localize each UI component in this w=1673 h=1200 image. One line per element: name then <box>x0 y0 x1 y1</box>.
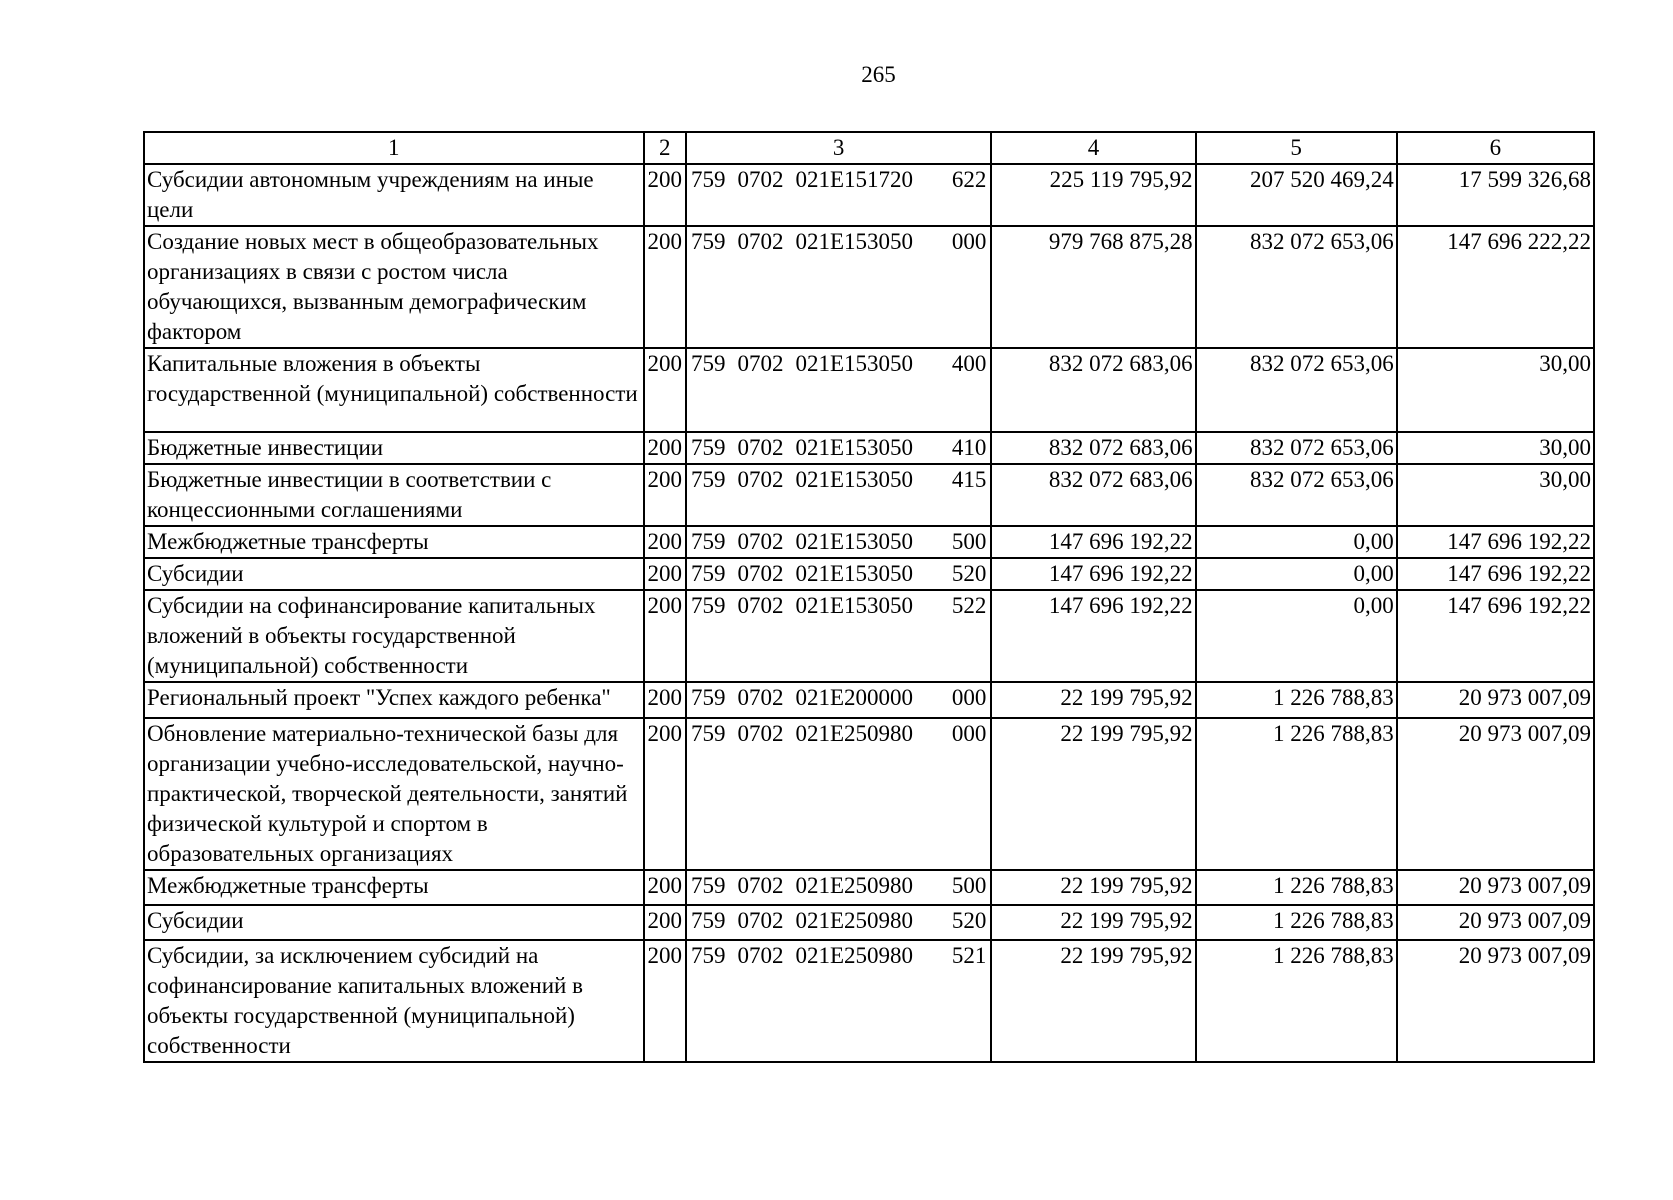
row-code: 200 <box>644 870 686 905</box>
table-row <box>144 226 1594 348</box>
row-section: 0702 <box>737 593 784 618</box>
row-value-5: 0,00 <box>1196 558 1397 590</box>
row-value-6: 30,00 <box>1397 432 1594 464</box>
row-classification <box>686 905 991 940</box>
row-name: Капитальные вложения в объекты государственной (муниципальной) собственности <box>144 348 644 432</box>
row-classification <box>686 164 991 226</box>
row-dept: 759 <box>690 435 726 460</box>
row-value-5: 832 072 653,06 <box>1196 348 1397 432</box>
row-value-5: 0,00 <box>1196 590 1397 682</box>
row-dept: 759 <box>690 351 726 376</box>
row-type: 400 <box>951 351 987 376</box>
row-section: 0702 <box>737 435 784 460</box>
row-value-4: 832 072 683,06 <box>991 464 1195 526</box>
table-row <box>144 432 1594 464</box>
budget-table <box>143 131 1595 1063</box>
row-dept: 759 <box>690 529 726 554</box>
row-dept: 759 <box>690 943 726 968</box>
row-section: 0702 <box>737 167 784 192</box>
row-target: 021E153050 <box>795 229 914 254</box>
row-value-4: 22 199 795,92 <box>991 718 1195 870</box>
row-dept: 759 <box>690 593 726 618</box>
row-value-4: 225 119 795,92 <box>991 164 1195 226</box>
table-row <box>144 870 1594 905</box>
row-section: 0702 <box>737 943 784 968</box>
row-type: 000 <box>951 721 987 746</box>
row-type: 000 <box>951 685 987 710</box>
table-body <box>144 164 1594 1062</box>
row-code: 200 <box>644 348 686 432</box>
row-dept: 759 <box>690 721 726 746</box>
row-target: 021E153050 <box>795 561 914 586</box>
row-code: 200 <box>644 432 686 464</box>
row-value-6: 147 696 222,22 <box>1397 226 1594 348</box>
row-target: 021E250980 <box>795 908 914 933</box>
header-cell: 6 <box>1397 132 1594 164</box>
table-row <box>144 526 1594 558</box>
row-value-6: 30,00 <box>1397 464 1594 526</box>
row-name: Межбюджетные трансферты <box>144 526 644 558</box>
row-value-6: 20 973 007,09 <box>1397 870 1594 905</box>
row-dept: 759 <box>690 167 726 192</box>
row-value-6: 20 973 007,09 <box>1397 682 1594 718</box>
header-cell: 3 <box>686 132 991 164</box>
row-dept: 759 <box>690 561 726 586</box>
row-value-5: 1 226 788,83 <box>1196 870 1397 905</box>
row-type: 410 <box>951 435 987 460</box>
row-code: 200 <box>644 526 686 558</box>
row-value-5: 832 072 653,06 <box>1196 432 1397 464</box>
row-value-4: 147 696 192,22 <box>991 590 1195 682</box>
row-value-4: 22 199 795,92 <box>991 682 1195 718</box>
table-row <box>144 590 1594 682</box>
row-code: 200 <box>644 164 686 226</box>
row-value-5: 1 226 788,83 <box>1196 905 1397 940</box>
row-target: 021E153050 <box>795 351 914 376</box>
row-name: Бюджетные инвестиции в соответствии с концессионными соглашениями <box>144 464 644 526</box>
row-dept: 759 <box>690 229 726 254</box>
row-type: 500 <box>951 873 987 898</box>
row-value-6: 147 696 192,22 <box>1397 558 1594 590</box>
row-name: Бюджетные инвестиции <box>144 432 644 464</box>
row-type: 000 <box>951 229 987 254</box>
row-value-5: 1 226 788,83 <box>1196 682 1397 718</box>
row-value-5: 832 072 653,06 <box>1196 464 1397 526</box>
row-classification <box>686 558 991 590</box>
row-code: 200 <box>644 905 686 940</box>
header-cell: 5 <box>1196 132 1397 164</box>
row-target: 021E153050 <box>795 467 914 492</box>
row-classification <box>686 870 991 905</box>
row-code: 200 <box>644 718 686 870</box>
row-value-5: 832 072 653,06 <box>1196 226 1397 348</box>
row-value-4: 22 199 795,92 <box>991 870 1195 905</box>
row-value-5: 0,00 <box>1196 526 1397 558</box>
table-row <box>144 464 1594 526</box>
row-target: 021E250980 <box>795 721 914 746</box>
row-target: 021E153050 <box>795 435 914 460</box>
row-classification <box>686 718 991 870</box>
table-row <box>144 718 1594 870</box>
row-classification <box>686 590 991 682</box>
row-value-5: 207 520 469,24 <box>1196 164 1397 226</box>
row-section: 0702 <box>737 467 784 492</box>
header-cell: 2 <box>644 132 686 164</box>
row-value-4: 832 072 683,06 <box>991 432 1195 464</box>
row-code: 200 <box>644 558 686 590</box>
row-section: 0702 <box>737 873 784 898</box>
row-target: 021E153050 <box>795 593 914 618</box>
row-target: 021E153050 <box>795 529 914 554</box>
row-value-6: 17 599 326,68 <box>1397 164 1594 226</box>
row-name: Субсидии, за исключением субсидий на софинансирование капитальных вложений в объекты государственной (муниципальной) собственности <box>144 940 644 1062</box>
row-section: 0702 <box>737 351 784 376</box>
row-section: 0702 <box>737 561 784 586</box>
row-dept: 759 <box>690 685 726 710</box>
row-value-6: 20 973 007,09 <box>1397 718 1594 870</box>
row-name: Региональный проект "Успех каждого ребенка" <box>144 682 644 718</box>
row-code: 200 <box>644 940 686 1062</box>
row-section: 0702 <box>737 229 784 254</box>
row-value-4: 832 072 683,06 <box>991 348 1195 432</box>
row-section: 0702 <box>737 721 784 746</box>
row-code: 200 <box>644 464 686 526</box>
row-value-6: 20 973 007,09 <box>1397 940 1594 1062</box>
header-cell: 4 <box>991 132 1195 164</box>
table-row <box>144 558 1594 590</box>
row-target: 021E200000 <box>795 685 914 710</box>
table-row <box>144 348 1594 432</box>
row-section: 0702 <box>737 908 784 933</box>
row-name: Межбюджетные трансферты <box>144 870 644 905</box>
row-classification <box>686 348 991 432</box>
table-row <box>144 682 1594 718</box>
page-number: 265 <box>861 62 896 87</box>
row-type: 500 <box>951 529 987 554</box>
row-classification <box>686 526 991 558</box>
row-value-4: 979 768 875,28 <box>991 226 1195 348</box>
row-type: 415 <box>951 467 987 492</box>
row-name: Субсидии автономным учреждениям на иные цели <box>144 164 644 226</box>
row-code: 200 <box>644 682 686 718</box>
row-code: 200 <box>644 226 686 348</box>
row-value-6: 147 696 192,22 <box>1397 590 1594 682</box>
row-code: 200 <box>644 590 686 682</box>
row-classification <box>686 432 991 464</box>
row-name: Субсидии на софинансирование капитальных вложений в объекты государственной (муниципальной) собственности <box>144 590 644 682</box>
row-value-6: 20 973 007,09 <box>1397 905 1594 940</box>
table-row <box>144 905 1594 940</box>
row-type: 522 <box>951 593 987 618</box>
row-target: 021E151720 <box>795 167 914 192</box>
row-type: 622 <box>951 167 987 192</box>
row-type: 520 <box>951 561 987 586</box>
row-classification <box>686 464 991 526</box>
table-row <box>144 164 1594 226</box>
row-value-6: 30,00 <box>1397 348 1594 432</box>
row-section: 0702 <box>737 529 784 554</box>
table-row <box>144 940 1594 1062</box>
row-dept: 759 <box>690 873 726 898</box>
row-name: Субсидии <box>144 558 644 590</box>
row-value-5: 1 226 788,83 <box>1196 940 1397 1062</box>
row-dept: 759 <box>690 467 726 492</box>
row-classification <box>686 682 991 718</box>
row-name: Создание новых мест в общеобразовательных организациях в связи с ростом числа обучающихся, вызванным демографическим фактором <box>144 226 644 348</box>
row-value-4: 22 199 795,92 <box>991 940 1195 1062</box>
header-cell: 1 <box>144 132 644 164</box>
row-classification <box>686 940 991 1062</box>
header-row <box>144 132 1594 164</box>
row-name: Обновление материально-технической базы для организации учебно-исследовательской, научно-практической, творческой деятельности, занятий физической культурой и спортом в образовательных организациях <box>144 718 644 870</box>
row-value-5: 1 226 788,83 <box>1196 718 1397 870</box>
row-value-4: 22 199 795,92 <box>991 905 1195 940</box>
row-value-6: 147 696 192,22 <box>1397 526 1594 558</box>
row-type: 520 <box>951 908 987 933</box>
row-value-4: 147 696 192,22 <box>991 558 1195 590</box>
row-name: Субсидии <box>144 905 644 940</box>
row-target: 021E250980 <box>795 873 914 898</box>
row-section: 0702 <box>737 685 784 710</box>
row-target: 021E250980 <box>795 943 914 968</box>
row-type: 521 <box>951 943 987 968</box>
row-value-4: 147 696 192,22 <box>991 526 1195 558</box>
row-classification <box>686 226 991 348</box>
row-dept: 759 <box>690 908 726 933</box>
